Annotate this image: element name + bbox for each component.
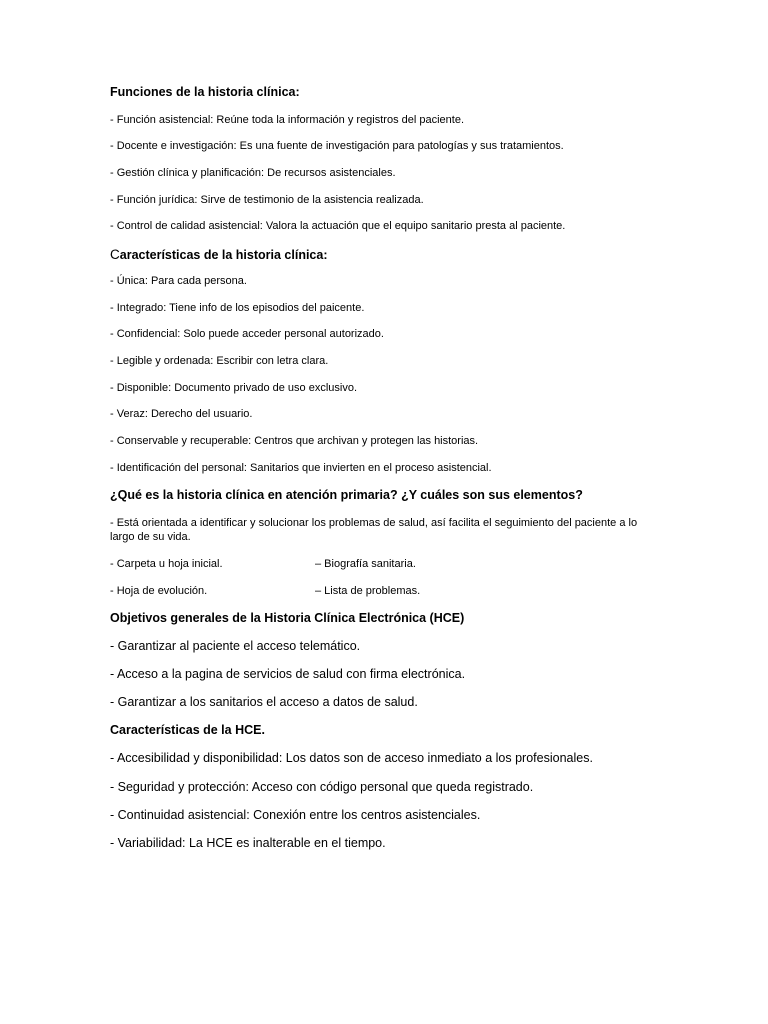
list-item: - Legible y ordenada: Escribir con letra clara. xyxy=(110,355,329,367)
list-item: - Integrado: Tiene info de los episodios del paicente. xyxy=(110,302,365,314)
list-item: - Variabilidad: La HCE es inalterable en el tiempo. xyxy=(110,836,386,850)
list-item: - Garantizar al paciente el acceso telemático. xyxy=(110,639,361,653)
list-item: - Veraz: Derecho del usuario. xyxy=(110,408,253,420)
element-item: - Hoja de evolución. xyxy=(110,585,208,597)
list-item: - Docente e investigación: Es una fuente de investigación para patologías y sus tratamientos. xyxy=(110,140,564,152)
list-item: - Confidencial: Solo puede acceder personal autorizado. xyxy=(110,328,384,340)
list-item: - Función jurídica: Sirve de testimonio de la asistencia realizada. xyxy=(110,194,424,206)
section-heading-funciones: Funciones de la historia clínica: xyxy=(110,85,300,99)
section-heading-caracteristicas xyxy=(110,247,328,263)
heading-initial-letter: C xyxy=(110,247,120,262)
element-item: – Lista de problemas. xyxy=(315,585,421,597)
paragraph: - Está orientada a identificar y solucionar los problemas de salud, así facilita el seguimiento del paciente a lo largo de su vida. xyxy=(110,517,638,543)
list-item: - Conservable y recuperable: Centros que archivan y protegen las historias. xyxy=(110,435,479,447)
list-item: - Seguridad y protección: Acceso con código personal que queda registrado. xyxy=(110,780,534,794)
list-item: - Acceso a la pagina de servicios de salud con firma electrónica. xyxy=(110,667,466,681)
list-item: - Garantizar a los sanitarios el acceso a datos de salud. xyxy=(110,695,418,709)
list-item: - Continuidad asistencial: Conexión entre los centros asistenciales. xyxy=(110,808,481,822)
list-item: - Función asistencial: Reúne toda la información y registros del paciente. xyxy=(110,114,465,126)
section-heading-atencion-primaria: ¿Qué es la historia clínica en atención primaria? ¿Y cuáles son sus elementos? xyxy=(110,488,583,502)
list-item: - Accesibilidad y disponibilidad: Los datos son de acceso inmediato a los profesionales. xyxy=(110,751,593,765)
list-item: - Gestión clínica y planificación: De recursos asistenciales. xyxy=(110,167,396,179)
heading-rest: aracterísticas de la historia clínica: xyxy=(119,248,328,262)
list-item: - Única: Para cada persona. xyxy=(110,275,247,287)
element-item: – Biografía sanitaria. xyxy=(315,558,416,570)
list-item: - Identificación del personal: Sanitarios que invierten en el proceso asistencial. xyxy=(110,462,492,474)
section-heading-objetivos-hce: Objetivos generales de la Historia Clínica Electrónica (HCE) xyxy=(110,611,465,625)
section-heading-caracteristicas-hce: Características de la HCE. xyxy=(110,723,265,737)
element-item: - Carpeta u hoja inicial. xyxy=(110,558,223,570)
list-item: - Control de calidad asistencial: Valora la actuación que el equipo sanitario presta al paciente. xyxy=(110,220,566,232)
document-page xyxy=(110,0,670,1024)
list-item: - Disponible: Documento privado de uso exclusivo. xyxy=(110,382,358,394)
